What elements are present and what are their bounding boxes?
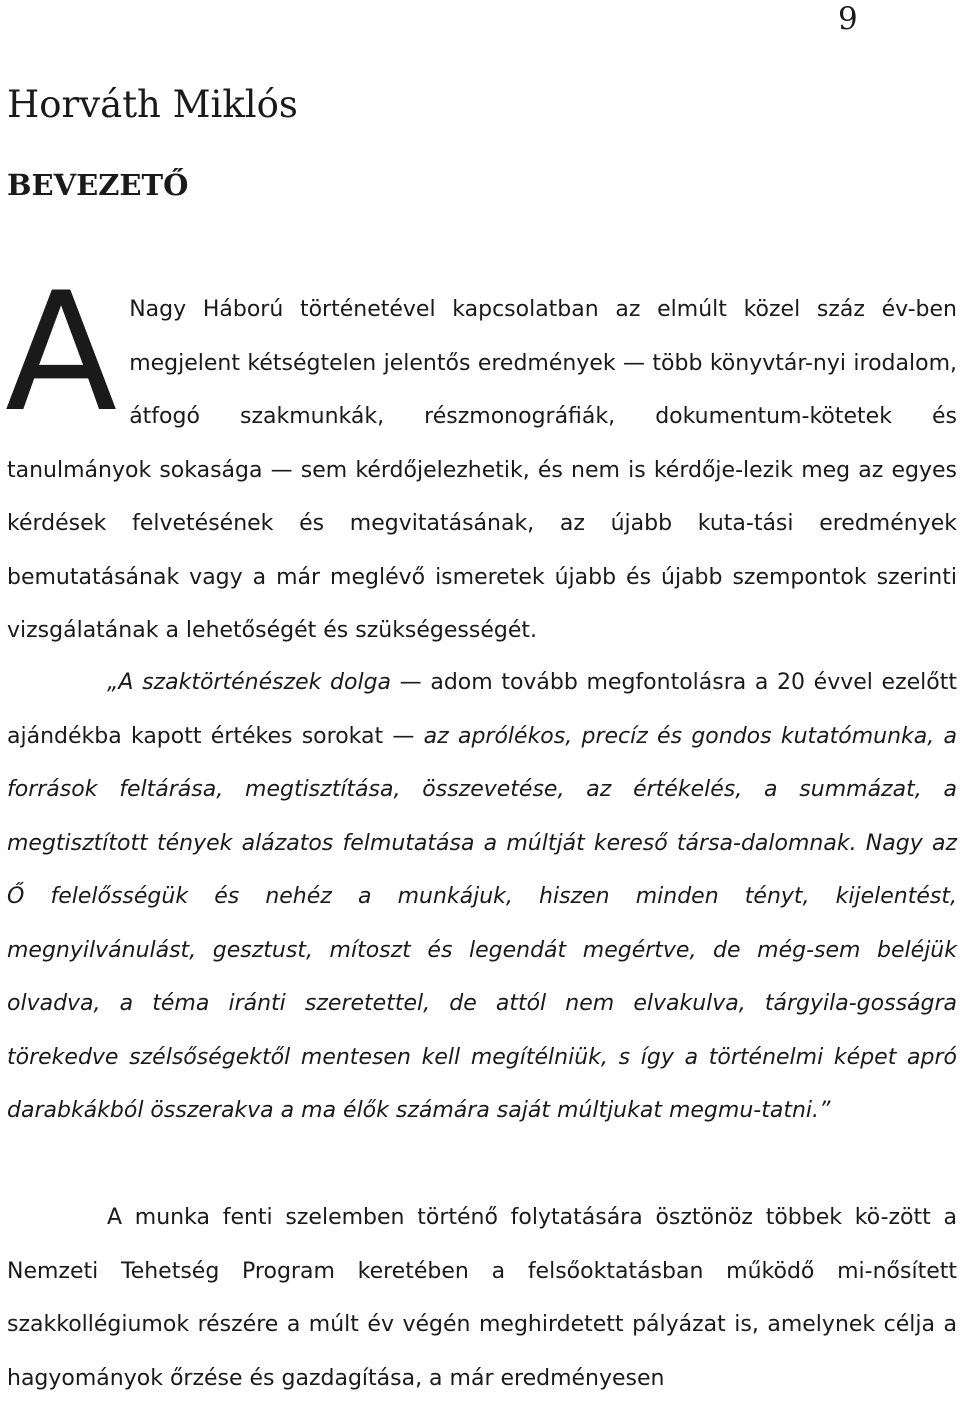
page-number: 9 xyxy=(838,1,858,37)
quote-narration: adom tovább megfontolásra a 20 évvel ezelőtt ajándékba kapott értékes sorokat xyxy=(7,670,957,749)
quote-paragraph xyxy=(7,656,957,1138)
closing-paragraph-text: A munka fenti szelemben történő folytatására ösztönöz többek kö-zött a Nemzeti Tehetség Program keretében a felsőoktatásban működő mi-nősített szakkollégiumok részére a múlt év végén meghirdetett pályázat is, amelynek célja a hagyományok őrzése és gazdagítása, a már eredményesen xyxy=(7,1205,957,1391)
quote-dash-2: — xyxy=(383,723,424,749)
intro-paragraph-text: Nagy Háború történetével kapcsolatban az elmúlt közel száz év-ben megjelent kétségtelen jelentős eredmények — több könyvtár-nyi irodalom, átfogó szakmunkák, részmonográfiák, dokumentum-kötetek és tanulmányok sokasága — sem kérdőjelezhetik, és nem is kérdője-lezik meg az egyes kérdések felvetésének és megvitatásának, az újabb kuta-tási eredmények bemutatásának vagy a már meglévő ismeretek újabb és újabb szempontok szerinti vizsgálatának a lehetőségét és szükségességét. xyxy=(7,297,957,643)
drop-cap: A xyxy=(5,257,118,448)
section-title: BEVEZETŐ xyxy=(7,168,189,202)
quote-part-2: az aprólékos, precíz és gondos kutatómunka, a források feltárása, megtisztítása, összevetése, az értékelés, a summázat, a megtisztított tények alázatos felmutatása a múltját kereső társa-dalomnak. xyxy=(7,723,958,856)
closing-paragraph xyxy=(7,1191,957,1405)
intro-paragraph xyxy=(5,257,957,658)
quote-dash-1: — xyxy=(391,670,431,695)
quote-part-3: Nagy az Ő felelősségük és nehéz a munkájuk, hiszen minden tényt, kijelentést, megnyilvánulást, gesztust, mítoszt és legendát megértve, de még-sem beléjük olvadva, a téma iránti szeretettel, de attól nem elvakulva, tárgyila-gosságra törekedve szélsőségektől mentesen kell megítélniük, s így a történelmi képet apró darabkákból összerakva a ma élők számára saját múltjukat megmu-tatni.” xyxy=(7,830,957,1123)
author-name: Horváth Miklós xyxy=(7,83,298,126)
quote-part-1: „A szaktörténészek dolga xyxy=(107,670,392,695)
